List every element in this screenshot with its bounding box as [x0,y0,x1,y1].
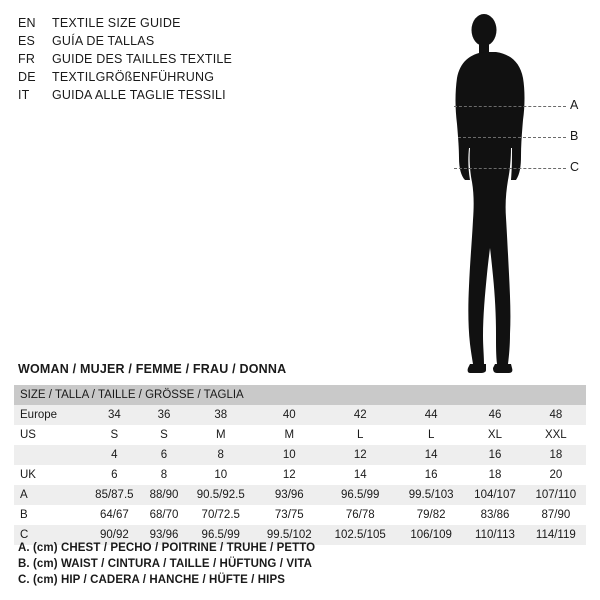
cell: 64/67 [99,509,129,521]
table-row [14,425,586,445]
footnote: A. (cm) CHEST / PECHO / POITRINE / TRUHE / PETTO [18,542,316,554]
cell: 85/87.5 [95,489,134,501]
language-row [18,88,338,106]
measure-line-b [458,137,566,138]
footnote: B. (cm) WAIST / CINTURA / TAILLE / HÜFTUNG / VITA [18,558,313,570]
language-title: GUIDE DES TAILLES TEXTILE [52,52,233,66]
cell: 12 [282,469,296,481]
cell: 90.5/92.5 [196,489,245,501]
cell: 10 [282,449,296,461]
language-row [18,34,338,52]
language-title: GUIDA ALLE TAGLIE TESSILI [52,88,226,102]
footnotes [18,540,315,588]
cell: S [160,429,168,441]
language-title: TEXTILGRÖßENFÜHRUNG [52,70,215,84]
language-title: GUÍA DE TALLAS [52,34,155,48]
cell: 88/90 [149,489,179,501]
row-label: UK [20,469,36,481]
table-row [14,445,586,465]
language-code: DE [18,70,36,84]
cell: XL [487,429,502,441]
measure-label-b: B [570,129,579,143]
row-label: B [20,509,28,521]
cell: 110/113 [475,529,515,541]
cell: 99.5/102 [266,529,312,541]
cell: 12 [353,449,367,461]
measure-line-c [454,168,566,169]
row-label: C [20,529,29,541]
language-code: IT [18,88,30,102]
cell: 18 [549,449,563,461]
cell: 14 [353,469,367,481]
cell: 83/86 [480,509,510,521]
cell: 44 [424,409,438,421]
table-header-row [14,385,586,405]
measure-label-c: C [570,160,580,174]
language-row [18,16,338,34]
cell: 38 [214,409,228,421]
measure-label-a: A [570,98,579,112]
cell: 93/96 [149,529,179,541]
cell: L [427,429,435,441]
cell: 42 [353,409,367,421]
cell: 16 [488,449,502,461]
female-silhouette-icon [400,8,600,378]
size-table [14,385,586,545]
language-row [18,52,338,70]
cell: 46 [488,409,502,421]
cell: 10 [214,469,228,481]
cell: M [284,429,295,441]
cell: 70/72.5 [201,509,240,521]
table-row [14,485,586,505]
cell: 8 [160,469,168,481]
cell: 48 [549,409,563,421]
cell: 87/90 [541,509,571,521]
cell: 16 [424,469,438,481]
language-row [18,70,338,88]
cell: 34 [107,409,121,421]
cell: 14 [424,449,438,461]
cell: S [110,429,119,441]
language-code: ES [18,34,36,48]
language-title: TEXTILE SIZE GUIDE [52,16,181,30]
row-label: A [20,489,28,501]
cell: 102.5/105 [334,529,386,541]
cell: 107/110 [535,489,577,501]
cell: 90/92 [99,529,129,541]
cell: 4 [111,449,118,461]
cell: L [357,429,364,441]
language-code: FR [18,52,36,66]
cell: 99.5/103 [408,489,454,501]
cell: 6 [111,469,118,481]
body-figure [400,8,600,378]
cell: 73/75 [274,509,304,521]
row-label: Europe [20,409,58,421]
cell: 40 [282,409,296,421]
cell: 8 [217,449,224,461]
language-list [18,16,338,106]
table-row [14,505,586,525]
cell: 93/96 [274,489,304,501]
cell: 106/109 [410,529,452,541]
cell: XXL [544,429,567,441]
cell: 96.5/99 [341,489,380,501]
measure-line-a [454,106,566,107]
cell: 114/119 [535,529,576,541]
row-label: US [20,429,36,441]
table-header-label: SIZE / TALLA / TAILLE / GRÖSSE / TAGLIA [20,389,244,401]
cell: 6 [160,449,168,461]
cell: 79/82 [416,509,446,521]
cell: 96.5/99 [201,529,240,541]
cell: 18 [488,469,502,481]
language-code: EN [18,16,36,30]
cell: 36 [157,409,171,421]
cell: 76/78 [345,509,375,521]
footnote: C. (cm) HIP / CADERA / HANCHE / HÜFTE / HIPS [18,574,286,586]
table-row [14,465,586,485]
cell: 68/70 [149,509,179,521]
section-title: WOMAN / MUJER / FEMME / FRAU / DONNA [18,362,287,376]
cell: 104/107 [474,489,516,501]
cell: M [215,429,226,441]
table-row [14,405,586,425]
cell: 20 [549,469,563,481]
row-label [14,445,86,465]
